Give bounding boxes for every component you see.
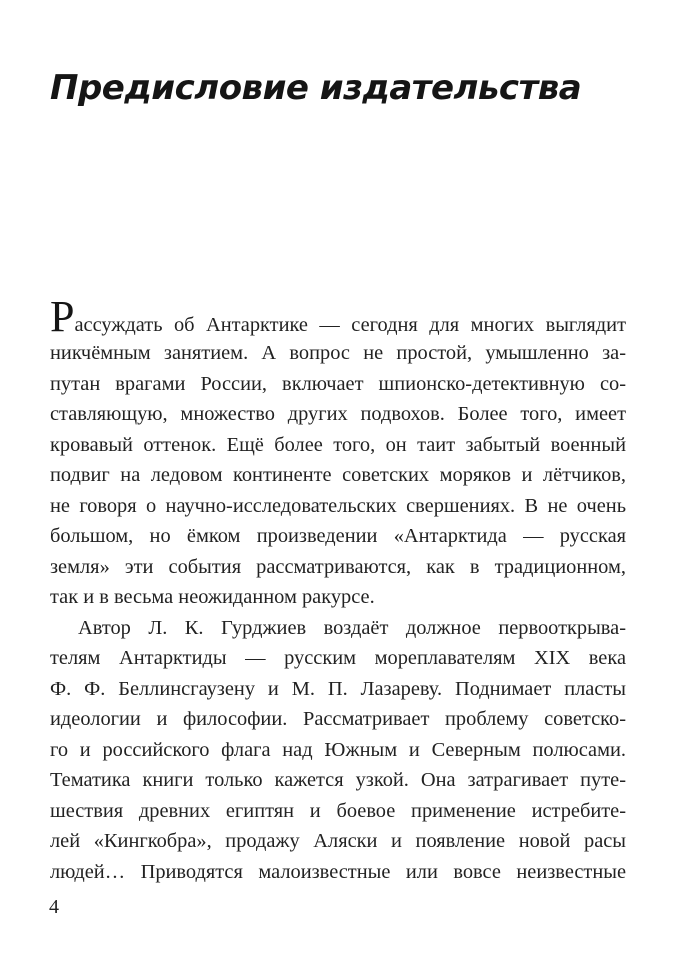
text-line: так и в весьма неожиданном ракурсе. [50,586,375,608]
text-line: земля» эти события рассматриваются, как в традиционном, [50,555,626,578]
text-line: Автор Л. К. Гурджиев воздаёт должное первооткрыва- [78,616,626,639]
text-line: телям Антарктиды — русским мореплавателям XIX века [50,647,626,669]
paragraph-1 [50,292,626,613]
text-line: людей… Приводятся малоизвестные или вовсе неизвестные [50,860,626,883]
text-line: шествия древних египтян и боевое применение истребите- [50,799,626,822]
page-number: 4 [49,896,59,918]
text-line-content: ассуждать об Антарктике — сегодня для многих выглядит [74,314,626,336]
text-line: ставляющую, множество других подвохов. Более того, имеет [50,403,626,425]
text-line [50,292,626,341]
text-line: никчёмным занятием. А вопрос не простой, умышленно за- [50,342,626,364]
text-line: го и российского флага над Южным и Северным полюсами. [50,738,626,761]
paragraph-2 [50,613,626,888]
text-line: путан врагами России, включает шпионско-детективную со- [50,372,626,395]
body-text [50,292,626,887]
text-line: подвиг на ледовом континенте советских моряков и лётчиков, [50,464,626,486]
text-line: Ф. Ф. Беллинсгаузену и М. П. Лазареву. Поднимает пласты [50,677,626,700]
text-line: большом, но ёмком произведении «Антарктида — русская [50,525,626,547]
text-line: не говоря о научно-исследовательских свершениях. В не очень [50,494,626,517]
drop-cap: Р [50,292,75,341]
chapter-heading: Предисловие издательства [50,68,582,108]
text-line: кровавый оттенок. Ещё более того, он таит забытый военный [50,433,626,456]
text-line: Тематика книги только кажется узкой. Она затрагивает путе- [50,769,626,791]
text-line: лей «Кингкобра», продажу Аляски и появление новой расы [50,830,626,852]
text-line: идеологии и философии. Рассматривает проблему советско- [50,708,626,730]
